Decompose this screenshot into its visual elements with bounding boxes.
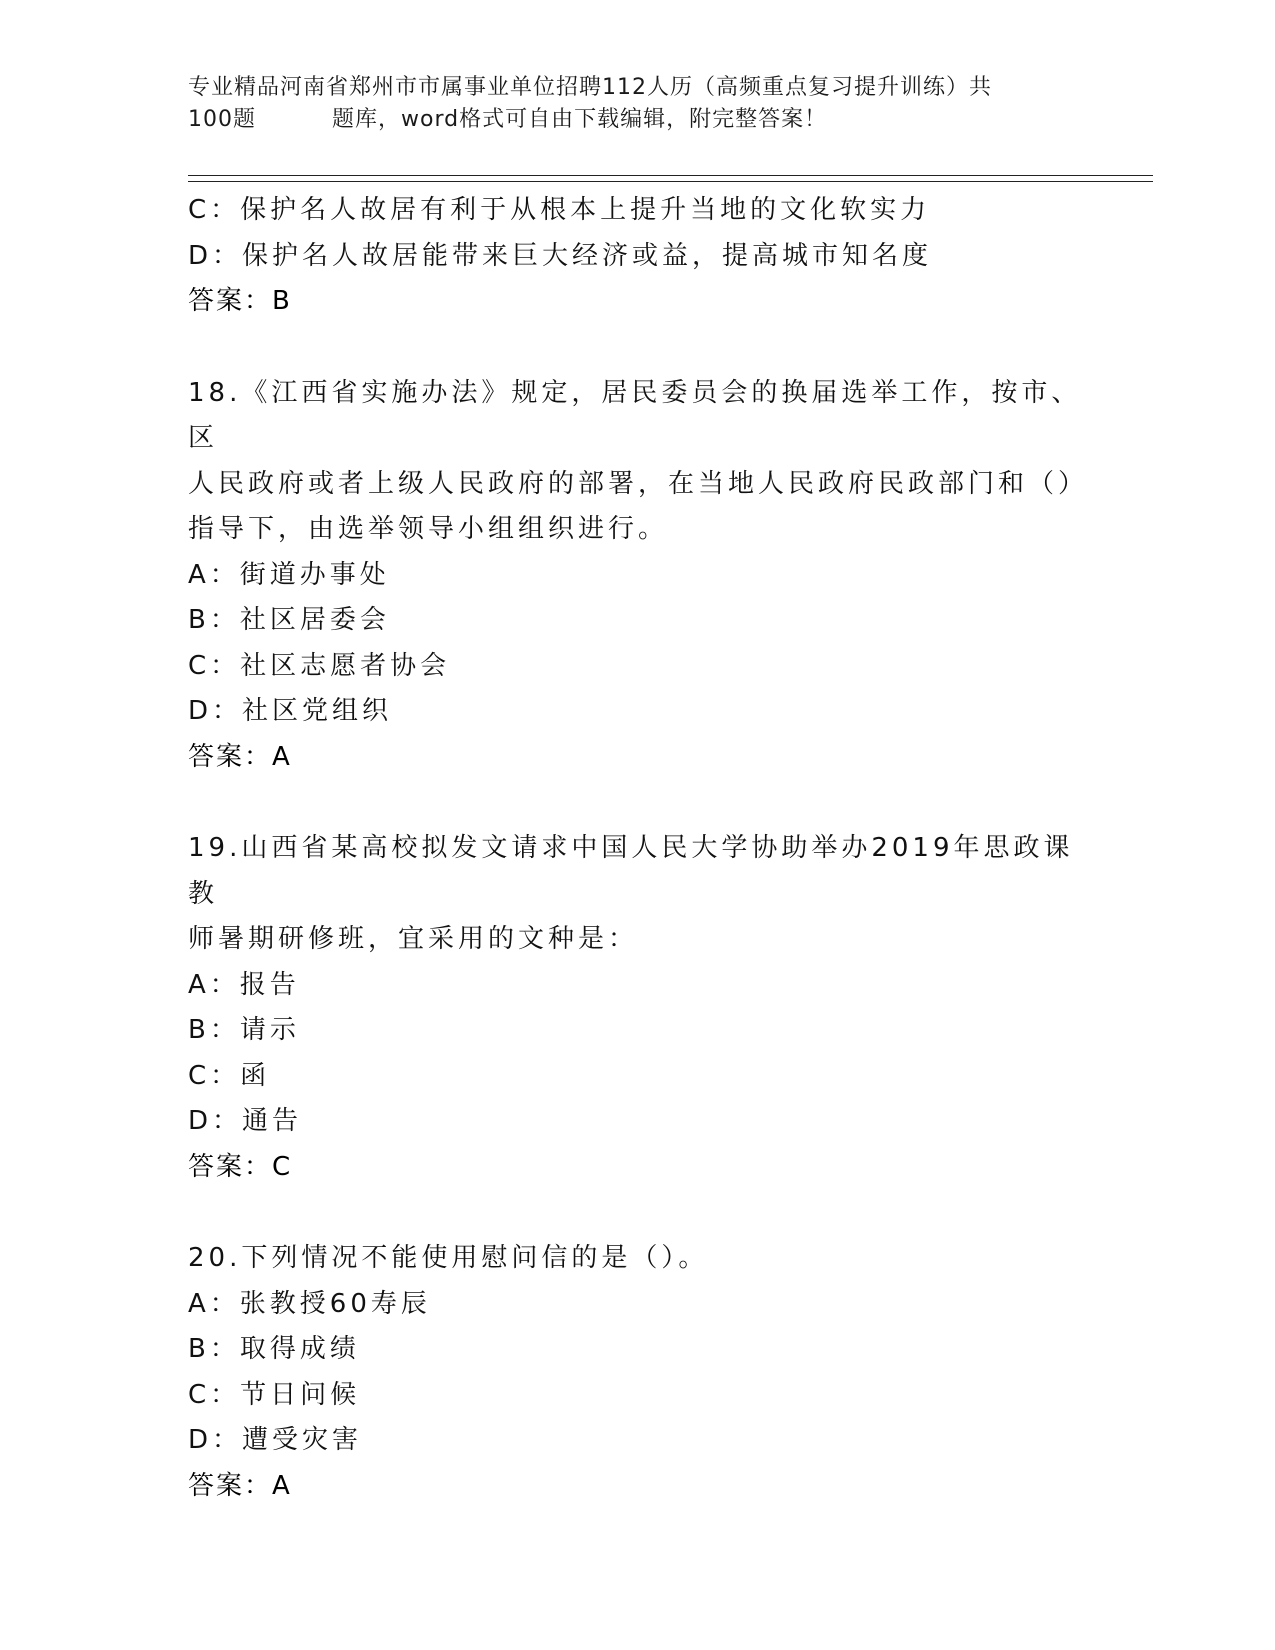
header-question-count: 100题: [188, 107, 256, 132]
option-a: A：张教授60寿辰: [188, 1288, 431, 1319]
question-17-continued: [188, 188, 1088, 325]
header-line-2: [188, 104, 1128, 136]
document-body: [188, 188, 1088, 1509]
answer-line: 答案：C: [188, 1151, 293, 1182]
question-spacer: [188, 325, 1088, 371]
option-c: C：保护名人故居有利于从根本上提升当地的文化软实力: [188, 195, 931, 225]
question-18: [188, 371, 1088, 781]
option-c: C：函: [188, 1060, 271, 1091]
option-c: C：节日问候: [188, 1379, 361, 1410]
header-rule-bottom: [188, 181, 1153, 182]
question-spacer: [188, 780, 1088, 826]
option-d: D：遭受灾害: [188, 1425, 363, 1455]
answer-line: 答案：A: [188, 1470, 292, 1501]
question-20: [188, 1236, 1088, 1509]
document-header: [188, 72, 1128, 136]
answer-line: 答案：B: [188, 286, 292, 316]
option-d: D：保护名人故居能带来巨大经济或益，提高城市知名度: [188, 240, 933, 271]
header-line-1: 专业精品河南省郑州市市属事业单位招聘112人历（高频重点复习提升训练）共: [188, 75, 992, 100]
question-stem-line: 18.《江西省实施办法》规定，居民委员会的换届选举工作，按市、区: [188, 377, 1082, 453]
question-stem-line: 指导下，由选举领导小组组织进行。: [188, 514, 669, 544]
option-a: A：报告: [188, 969, 300, 1000]
option-d: D：社区党组织: [188, 696, 393, 726]
option-b: B：取得成绩: [188, 1334, 360, 1364]
header-rule-top: [188, 175, 1153, 176]
question-19: [188, 826, 1088, 1190]
question-stem-line: 师暑期研修班，宜采用的文种是：: [188, 924, 639, 954]
option-d: D：通告: [188, 1106, 303, 1136]
answer-line: 答案：A: [188, 741, 292, 772]
option-b: B：请示: [188, 1015, 300, 1045]
option-c: C：社区志愿者协会: [188, 650, 451, 681]
question-stem-line: 20.下列情况不能使用慰问信的是（）。: [188, 1243, 709, 1273]
question-spacer: [188, 1190, 1088, 1236]
option-a: A：街道办事处: [188, 559, 390, 590]
question-stem-line: 19.山西省某高校拟发文请求中国人民大学协助举办2019年思政课教: [188, 833, 1074, 909]
option-b: B：社区居委会: [188, 605, 390, 635]
question-stem-line: 人民政府或者上级人民政府的部署，在当地人民政府民政部门和（）: [188, 468, 1089, 499]
header-description: 题库，word格式可自由下载编辑，附完整答案！: [332, 107, 828, 132]
